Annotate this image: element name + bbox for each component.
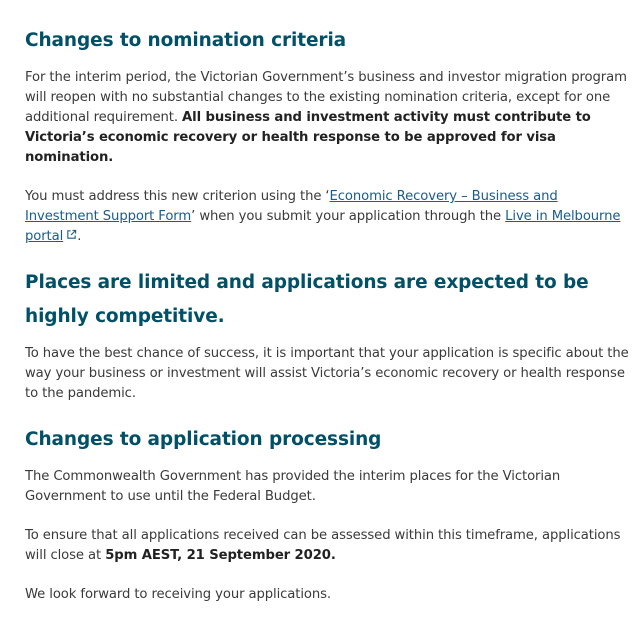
paragraph-closing-date xyxy=(25,526,630,566)
external-link-icon xyxy=(66,227,77,247)
paragraph-best-chance: To have the best chance of success, it is important that your application is specific about the way your business or investment will assist Victoria’s economic recovery or health response to the pandemic. xyxy=(25,346,629,401)
paragraph-text: For the interim period, the Victorian Government’s business and investor migration program will reopen with no substantial changes to the existing nomination criteria, except for one additional requirement. xyxy=(25,70,627,125)
heading-application-processing: Changes to application processing xyxy=(25,429,382,450)
heading-nomination-criteria: Changes to nomination criteria xyxy=(25,30,347,51)
paragraph-text: ’ when you submit your application through the xyxy=(191,209,506,224)
paragraph-text: You must address this new criterion using the ‘ xyxy=(25,189,330,204)
paragraph-look-forward: We look forward to receiving your applications. xyxy=(25,587,331,602)
bold-requirement: All business and investment activity must contribute to Victoria’s economic recovery or health response to be approved for visa nomination. xyxy=(25,110,591,165)
heading-places-limited: Places are limited and applications are expected to be highly competitive. xyxy=(25,272,589,327)
paragraph-commonwealth: The Commonwealth Government has provided the interim places for the Victorian Government to use until the Federal Budget. xyxy=(25,469,561,504)
economic-recovery-form-link[interactable]: Economic Recovery – Business and Investment Support Form xyxy=(25,189,558,224)
paragraph-address-criterion xyxy=(25,187,630,247)
paragraph-text: . xyxy=(77,229,82,244)
bold-closing-date: 5pm AEST, 21 September 2020. xyxy=(105,548,336,563)
paragraph-text: To ensure that all applications received can be assessed within this timeframe, applications will close at xyxy=(25,528,621,563)
paragraph-interim-period xyxy=(25,68,630,168)
portal-link-label: Live in Melbourne portal xyxy=(25,209,621,244)
